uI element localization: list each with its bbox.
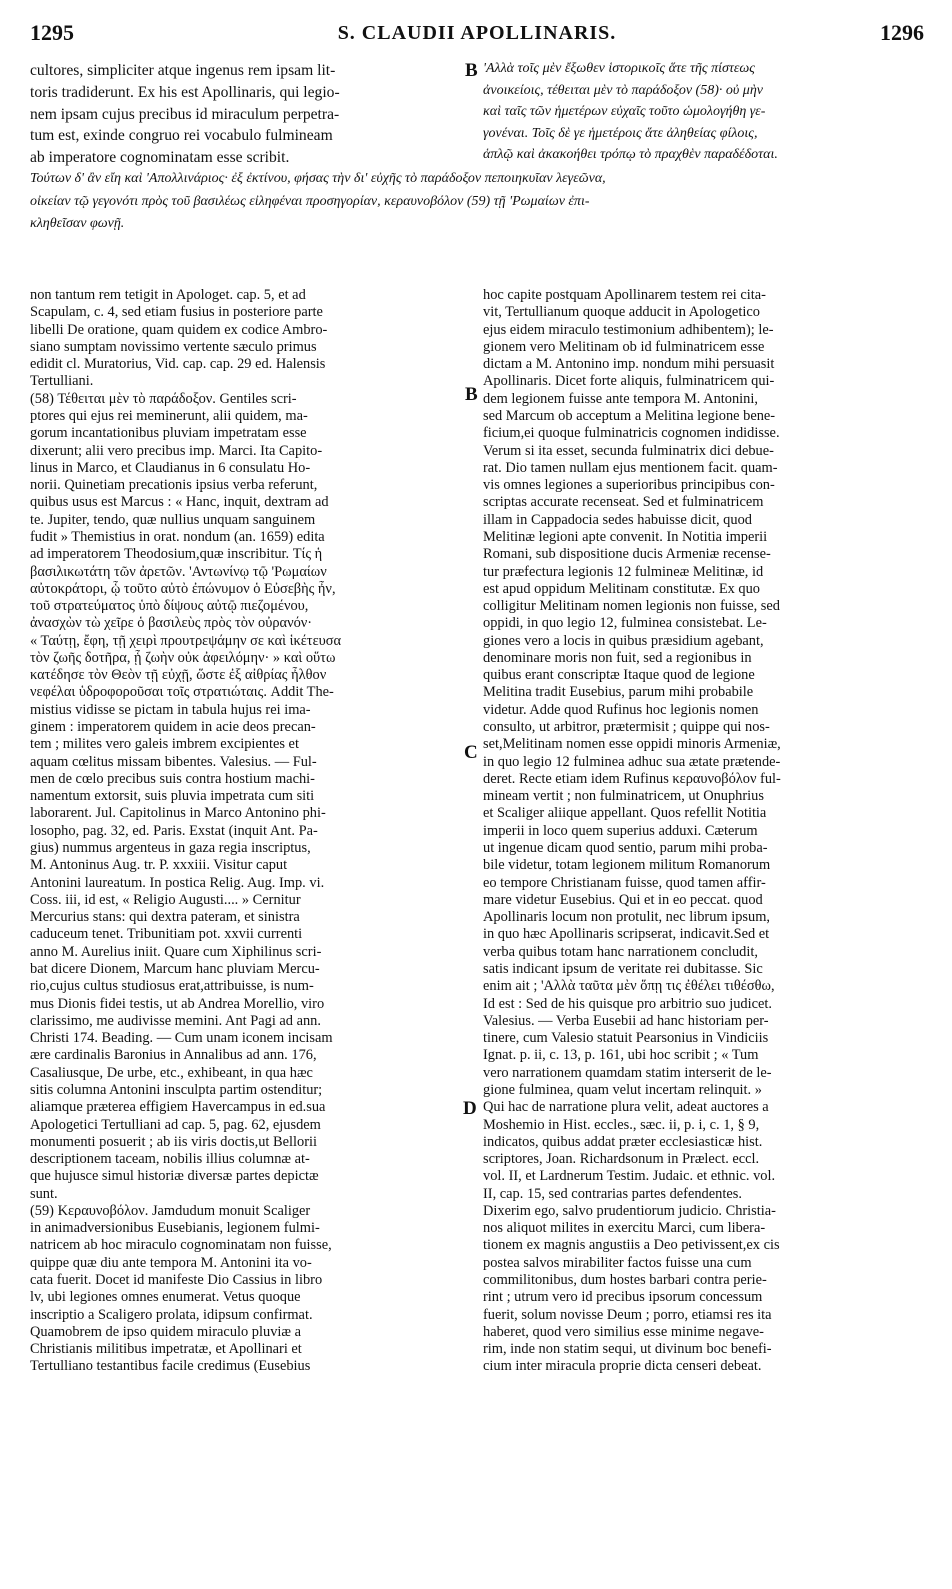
text-line: in quo hæc Apollinaris scripserat, indicavit.Sed et bbox=[483, 926, 770, 943]
text-line: Scapulam, c. 4, sed etiam fusius in posteriore parte bbox=[30, 304, 323, 321]
text-line: inscriptio a Scaligero prolata, idipsum confirmat. bbox=[30, 1306, 313, 1323]
text-line: ptores qui ejus rei meminerunt, alii quidem, ma- bbox=[30, 407, 308, 424]
text-line: hoc capite postquam Apollinarem testem rei cita- bbox=[483, 287, 766, 303]
text-line: Quamobrem de ipso quidem miraculo pluviæ a bbox=[30, 1323, 301, 1340]
margin-letter-b-top: B bbox=[465, 60, 478, 81]
notes-column-right bbox=[483, 287, 923, 1376]
text-line: norii. Quinetiam precationis ipsius verba referunt, bbox=[30, 477, 318, 494]
text-line: dixerunt; alii vero precibus imp. Marci. Ita Capito- bbox=[30, 442, 323, 459]
text-line: natricem ab hoc miraculo cognominatam non fuisse, bbox=[30, 1237, 332, 1254]
text-line: dem legionem fuisse ante tempora M. Antonini, bbox=[483, 390, 758, 407]
text-line: nos aliquot milites in exercitu Marci, cum libera- bbox=[483, 1220, 766, 1237]
text-line: colligitur Melitinam nomen legionis non fuisse, sed bbox=[483, 598, 780, 615]
text-line: ἀνοικείοις, τέθειται μὲν τὸ παράδοξον (58)· οὐ μὴν bbox=[483, 82, 763, 98]
text-line: est apud oppidum Melitinam constitutæ. Ex quo bbox=[483, 580, 760, 597]
text-line: τοῦ στρατεύματος ὑπὸ δίψους αὐτῷ πιεζομένου, bbox=[30, 598, 309, 615]
text-line: ἁπλῷ καὶ ἀκακοήθει τρόπῳ τὸ πραχθὲν παραδέδοται. bbox=[483, 147, 778, 163]
text-line: monumenti posuerit ; ab iis viris doctis,ut Bellorii bbox=[30, 1133, 317, 1150]
text-line: ad imperatorem Theodosium,quæ inscribitur. Τίς ἡ bbox=[30, 546, 323, 563]
text-line: οἰκείαν τῷ γεγονότι πρὸς τοῦ βασιλέως εἰληφέναι προσηγορίαν, κεραυνοβόλον (59) τῇ 'Ρωμαίων ἐπι- bbox=[30, 193, 590, 209]
text-line: Apollinaris locum non protulit, nec librum ipsum, bbox=[483, 909, 770, 926]
text-line: τὸν ζωῆς δοτῆρα, ᾗ ζωὴν οὐκ ἀφειλόμην· » καὶ οὕτω bbox=[30, 649, 336, 666]
text-line: scriptas accurate recenseat. Sed et fulminatricem bbox=[483, 494, 764, 511]
text-line: Verum si ita esset, secunda fulminatrix dici debue- bbox=[483, 442, 774, 459]
text-line: gius) nummus argenteus in gaza regia inscriptus, bbox=[30, 840, 311, 856]
text-line: bile videtur, totam legionem militum Romanorum bbox=[483, 857, 771, 874]
text-line: κατέδησε τὸν Θεὸν τῇ εὐχῇ, ὥστε ἐξ αἰθρίας ἦλθον bbox=[30, 667, 327, 684]
text-line: mare videtur Eusebius. Qui et in eo peccat. quod bbox=[483, 891, 763, 908]
text-line: sitis columna Antonini insculpta partim ostenditur; bbox=[30, 1081, 323, 1098]
text-line: deret. Recte etiam idem Rufinus κεραυνοβόλον ful- bbox=[483, 770, 781, 787]
text-line: Apologetici Tertulliani ad cap. 5, pag. 62, ejusdem bbox=[30, 1116, 321, 1133]
text-line: Id est : Sed de his quisque pro arbitrio suo judicet. bbox=[483, 995, 772, 1012]
text-line: laborarent. Jul. Capitolinus in Marco Antonino phi- bbox=[30, 805, 326, 822]
text-line: anno M. Aurelius iniit. Quare cum Xiphilinus scri- bbox=[30, 943, 322, 960]
text-line: tur præfectura legionis 12 fulmineæ Melitinæ, id bbox=[483, 563, 764, 580]
text-line: Tertulliani. bbox=[30, 373, 94, 390]
text-line: mistius vidisse se pictam in tabula hujus rei ima- bbox=[30, 701, 311, 718]
text-line: scriptores, Joan. Richardsonum in Prælect. eccl. bbox=[483, 1151, 760, 1168]
text-line: fudit » Themistius in orat. nondum (an. 1659) edita bbox=[30, 528, 325, 545]
text-line: II, cap. 15, sed contrarias partes defendentes. bbox=[483, 1185, 742, 1202]
text-line: M. Antoninus Aug. tr. P. xxxiii. Visitur caput bbox=[30, 857, 288, 874]
text-line: men de cœlo precibus suis contra hostium machi- bbox=[30, 770, 315, 787]
margin-letter-b-notes: B bbox=[465, 384, 478, 405]
notes-column-left bbox=[30, 287, 462, 1376]
text-line: βασιλικωτάτη τῶν ἀρετῶν. 'Αντωνίνῳ τῷ 'Ρωμαίων bbox=[30, 563, 327, 580]
text-line: vit, Tertullianum quoque adducit in Apologetico bbox=[483, 304, 760, 321]
text-line: set,Melitinam nomen esse oppidi minoris Armeniæ, bbox=[483, 736, 781, 753]
text-line: Ignat. p. ii, c. 13, p. 161, ubi hoc scribit ; « Tum bbox=[483, 1047, 759, 1064]
text-line: ab imperatore cognominatam esse scribit. bbox=[30, 149, 290, 167]
margin-letter-c: C bbox=[464, 742, 478, 763]
text-line: Qui hac de narratione plura velit, adeat auctores a bbox=[483, 1099, 769, 1116]
text-line: vol. II, et Lardnerum Testim. Judaic. et ethnic. vol. bbox=[483, 1168, 776, 1185]
text-line: postea salvos mirabiliter factos fuisse una cum bbox=[483, 1254, 752, 1271]
text-line: dictam a M. Antonino imp. nondum mihi persuasit bbox=[483, 356, 775, 373]
text-line: cium inter miracula proprie dicta censeri debeat. bbox=[483, 1358, 762, 1375]
text-line: tum est, exinde congruo rei vocabulo fulmineam bbox=[30, 127, 333, 145]
text-line: nem ipsam cujus precibus id miraculum perpetra- bbox=[30, 105, 340, 123]
text-line: (59) Κεραυνοβόλον. Jamdudum monuit Scaliger bbox=[30, 1202, 311, 1219]
text-line: denominare moris non fuit, sed a regionibus in bbox=[483, 649, 752, 666]
text-line: Dixerim ego, salvo prudentiorum judicio. Christia- bbox=[483, 1202, 776, 1219]
text-line: siano sumptam novissimo vertente sæculo primus bbox=[30, 338, 317, 355]
text-line: rint ; utrum vero id precibus ipsorum concessum bbox=[483, 1289, 763, 1306]
text-line: commilitonibus, dum hostes barbari contra perie- bbox=[483, 1272, 767, 1289]
text-line: Romani, sub dispositione ducis Armeniæ recense- bbox=[483, 546, 771, 563]
text-line: quippe quæ diu ante tempora M. Antonini ita vo- bbox=[30, 1254, 312, 1271]
text-line: quibus erant conscriptæ Itaque quod de legione bbox=[483, 667, 755, 684]
text-line: Tertulliano testantibus facile credimus (Eusebius bbox=[30, 1358, 311, 1375]
greek-text-wide bbox=[30, 168, 923, 236]
text-line: linus in Marco, et Claudianus in 6 consulatu Ho- bbox=[30, 459, 311, 476]
text-line: ejus eidem miraculo testimonium adhibentem); le- bbox=[483, 321, 774, 338]
text-line: in animadversionibus Eusebianis, legionem fulmi- bbox=[30, 1220, 320, 1237]
text-line: vis omnes legiones a superioribus principibus con- bbox=[483, 477, 775, 494]
text-line: libelli De oratione, quam quidem ex codice Ambro- bbox=[30, 321, 328, 338]
text-line: et Scaliger aliique appellant. Quos refellit Notitia bbox=[483, 805, 767, 822]
text-line: vero narrationem quamdam statim interserit de le- bbox=[483, 1064, 772, 1081]
text-line: caduceum tenet. Tribunitiam pot. xxvii currenti bbox=[30, 926, 303, 943]
text-line: namentum extorsit, suis pluvia impetrata cum siti bbox=[30, 788, 315, 805]
latin-text-top bbox=[30, 60, 458, 169]
greek-text-top bbox=[483, 58, 923, 166]
text-line: Mercurius stans: qui dextra pateram, et sinistra bbox=[30, 909, 300, 926]
text-line: losopho, pag. 32, ed. Paris. Exstat (inquit Ant. Pa- bbox=[30, 822, 318, 839]
text-line: giones vero a locis in quibus præsidium agebant, bbox=[483, 632, 764, 649]
text-line: toris tradiderunt. Ex his est Apollinaris, qui legio- bbox=[30, 83, 340, 101]
text-line: ἀνασχὼν τὼ χεῖρε ὁ βασιλεὺς πρὸς τὸν οὐρανόν· bbox=[30, 615, 313, 632]
text-line: « Ταύτῃ, ἔφη, τῇ χειρὶ προυτρεψάμην σε καὶ ἱκέτευσα bbox=[30, 632, 342, 649]
text-line: videtur. Adde quod Rufinus hoc legionis nomen bbox=[483, 701, 759, 718]
text-line: eo tempore Christianam fuisse, quod tamen affir- bbox=[483, 874, 766, 891]
text-line: descriptionem taceam, nobilis illius columnæ at- bbox=[30, 1151, 310, 1168]
text-line: non tantum rem tetigit in Apologet. cap. 5, et ad bbox=[30, 287, 306, 303]
text-line: sed Marcum ob acceptum a Melitina legione bene- bbox=[483, 407, 776, 424]
page-number-left: 1295 bbox=[30, 20, 74, 45]
text-line: rio,cujus cultus studiosus erat,attribuisse, is num- bbox=[30, 978, 314, 995]
text-line: καὶ ταῖς τῶν ἡμετέρων εὐχαῖς τοῦτο ὡμολογήθη γε- bbox=[483, 104, 766, 120]
text-line: κληθεῖσαν φωνῇ. bbox=[30, 216, 125, 232]
text-line: in quo legio 12 fulminea adhuc sua ætate prætende- bbox=[483, 753, 781, 770]
text-line: satis indicant ipsum de veritate rei dubitasse. Sic bbox=[483, 960, 763, 977]
text-line: lv, ubi legiones omnes enumerat. Vetus quoque bbox=[30, 1289, 301, 1306]
text-line: quibus usus est Marcus : « Hanc, inquit, dextram ad bbox=[30, 494, 329, 511]
text-line: ut ingenue dicam quod sentio, parum mihi proba- bbox=[483, 840, 768, 856]
text-line: tem ; milites vero galeis imbrem excipientes et bbox=[30, 736, 299, 753]
text-line: Christianis militibus impetratæ, et Apollinari et bbox=[30, 1341, 302, 1358]
text-line: Casaliusque, De urbe, etc., exhibeant, in qua hæc bbox=[30, 1064, 313, 1081]
text-line: αὐτοκράτορι, ᾧ τοῦτο αὐτὸ ἐπώνυμον ὁ Εὐσεβὴς ἦν, bbox=[30, 580, 336, 597]
text-line: te. Jupiter, tendo, quæ nullius unquam sanguinem bbox=[30, 511, 316, 528]
page-number-right: 1296 bbox=[880, 20, 924, 45]
text-line: illam in Cappadocia sedes habuisse dicit, quod bbox=[483, 511, 752, 528]
text-line: Melitinæ legioni apte convenit. In Notitia imperii bbox=[483, 528, 768, 545]
text-line: mus Dionis fidei testis, ut ab Andrea Morellio, viro bbox=[30, 995, 325, 1012]
text-line: haberet, quod vero similius esse minime negave- bbox=[483, 1323, 764, 1340]
text-line: bat dicere Dionem, Marcum hanc pluviam Mercu- bbox=[30, 960, 320, 977]
text-line: Apollinaris. Dicet forte aliquis, fulminatricem qui- bbox=[483, 373, 775, 390]
text-line: Antonini laureatum. In postica Relig. Aug. Imp. vi. bbox=[30, 874, 325, 891]
text-line: aquam cœlitus missam bibentes. Valesius. — Ful- bbox=[30, 753, 317, 770]
text-line: rat. Dio tamen nullam ejus mentionem facit. quam- bbox=[483, 459, 778, 476]
text-line: Coss. iii, id est, « Religio Augusti.... » Cernitur bbox=[30, 891, 301, 908]
text-line: cata fuerit. Docet id manifeste Dio Cassius in libro bbox=[30, 1272, 323, 1289]
text-line: sunt. bbox=[30, 1185, 58, 1202]
text-line: mineam vertit ; non fulminatricem, ut Onuphrius bbox=[483, 788, 764, 805]
text-line: Τούτων δ' ἂν εἴη καὶ 'Απολλινάριος· ἐξ ἐκτίνου, φήσας τὴν δι' εὐχῆς τὸ παράδοξον πεποιηκυῖαν λεγεῶνα, bbox=[30, 171, 606, 186]
text-line: enim ait ; 'Αλλὰ ταῦτα μὲν ὅπῃ τις ἐθέλει τιθέσθω, bbox=[483, 978, 775, 995]
text-line: imperii in loco quem superius adduxi. Cæterum bbox=[483, 822, 758, 839]
text-line: Moshemio in Hist. eccles., sæc. ii, p. i, c. 1, § 9, bbox=[483, 1116, 760, 1133]
text-line: Valesius. — Verba Eusebii ad hanc historiam per- bbox=[483, 1012, 769, 1029]
text-line: gionem vero Melitinam ob id fulminatricem esse bbox=[483, 338, 765, 355]
text-line: νεφέλαι ὑδροφοροῦσαι τοῖς στρατιώταις. Addit The- bbox=[30, 684, 334, 701]
text-line: ginem : imperatorem quidem in acie deos precan- bbox=[30, 719, 316, 736]
text-line: gione fulminea, quam velut incertam relinquit. » bbox=[483, 1081, 762, 1098]
text-line: γονέναι. Τοῖς δὲ γε ἡμετέροις ἅτε ἀληθείας φίλοις, bbox=[483, 125, 758, 141]
text-line: gorum incantationibus pluviam impetratam esse bbox=[30, 425, 307, 442]
running-title: S. CLAUDII APOLLINARIS. bbox=[337, 22, 617, 44]
text-line: tinere, cum Valesio statuit Pearsonius in Vindiciis bbox=[483, 1030, 769, 1047]
text-line: 'Αλλὰ τοῖς μὲν ἔξωθεν ἱστορικοῖς ἅτε τῆς πίστεως bbox=[483, 61, 755, 76]
text-line: ficium,ei quoque fulminatricis cognomen indidisse. bbox=[483, 425, 780, 442]
text-line: indicatos, quibus addat præter ecclesiasticæ hist. bbox=[483, 1133, 763, 1150]
margin-letter-d: D bbox=[463, 1098, 477, 1119]
text-line: edidit cl. Muratorius, Vid. cap. cap. 29 ed. Halensis bbox=[30, 356, 326, 373]
text-line: Christi 174. Beading. — Cum unam iconem incisam bbox=[30, 1030, 333, 1047]
page-header bbox=[30, 20, 924, 50]
text-line: consulto, ut arbitror, prætermisit ; quippe qui nos- bbox=[483, 719, 770, 736]
text-line: fuerit, solum novisse Deum ; porro, etiamsi res ita bbox=[483, 1306, 772, 1323]
text-line: oppidi, in quo legio 12, fulminea consistebat. Le- bbox=[483, 615, 767, 632]
text-line: rim, inde non statim sequi, ut divinum boc benefi- bbox=[483, 1341, 772, 1358]
text-line: cultores, simpliciter atque ingenus rem ipsam lit- bbox=[30, 62, 336, 79]
text-line: Melitina tradit Eusebius, parum mihi probabile bbox=[483, 684, 754, 701]
text-line: aliamque præterea effigiem Havercampus in ed.sua bbox=[30, 1099, 326, 1116]
text-line: (58) Τέθειται μὲν τὸ παράδοξον. Gentiles scri- bbox=[30, 390, 297, 407]
text-line: clarissimo, me audivisse memini. Ant Pagi ad ann. bbox=[30, 1012, 321, 1029]
text-line: ære cardinalis Baronius in Annalibus ad ann. 176, bbox=[30, 1047, 317, 1064]
text-line: que hujusce simul historiæ diversæ partes depictæ bbox=[30, 1168, 319, 1185]
text-line: verba quibus totam hanc narrationem concludit, bbox=[483, 943, 758, 960]
text-line: tionem ex magnis angustiis a Deo petivissent,ex cis bbox=[483, 1237, 780, 1254]
